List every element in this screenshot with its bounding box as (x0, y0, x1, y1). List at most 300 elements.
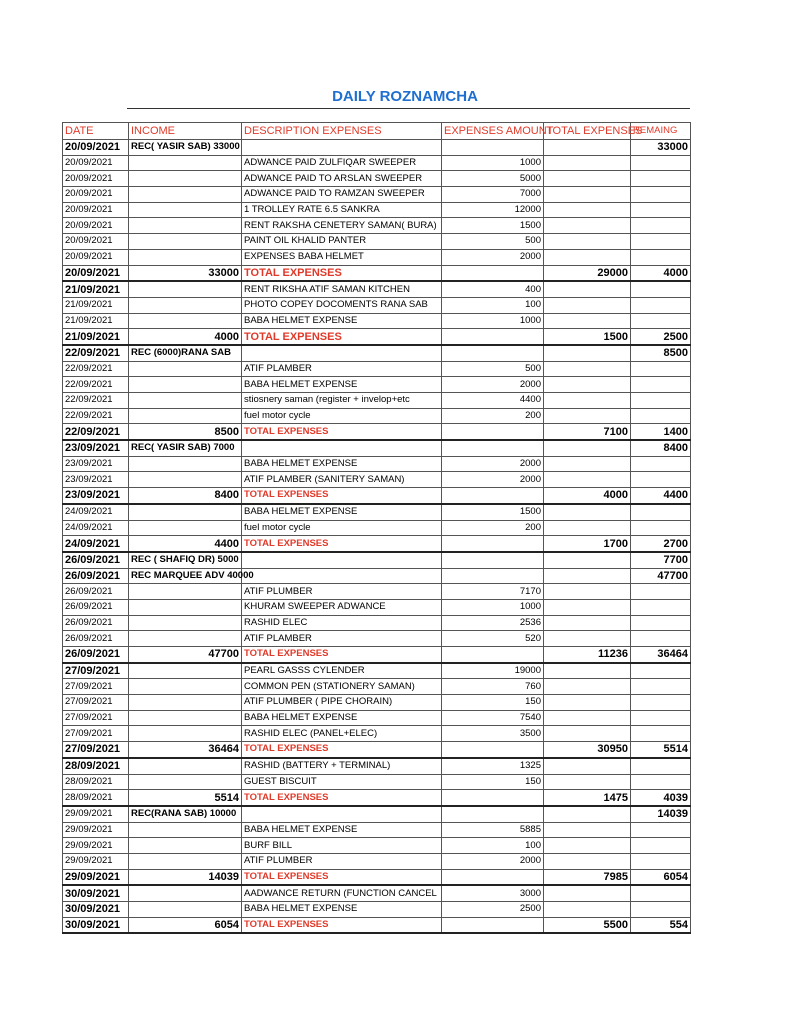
table-row (63, 902, 691, 918)
date-cell: 20/09/2021 (63, 187, 129, 203)
column-header-total-expenses: TOTAL EXPENSES (544, 123, 631, 140)
income-cell: 47700 (129, 647, 242, 663)
total-expenses-cell (544, 885, 631, 901)
remaining-cell (631, 281, 691, 297)
date-cell: 20/09/2021 (63, 202, 129, 218)
date-cell: 22/09/2021 (63, 408, 129, 424)
table-row (63, 774, 691, 790)
description-cell: ADWANCE PAID TO ARSLAN SWEEPER (242, 171, 442, 187)
income-cell (129, 393, 242, 409)
description-cell: ADWANCE PAID ZULFIQAR SWEEPER (242, 155, 442, 171)
date-cell: 27/09/2021 (63, 710, 129, 726)
table-row (63, 615, 691, 631)
table-row (63, 552, 691, 568)
column-header-income: INCOME (129, 123, 242, 140)
income-cell (129, 631, 242, 647)
remaining-cell (631, 726, 691, 742)
table-row (63, 377, 691, 393)
description-cell: BABA HELMET EXPENSE (242, 504, 442, 520)
description-cell: ATIF PLAMBER (SANITERY SAMAN) (242, 472, 442, 488)
income-cell (129, 663, 242, 679)
expense-amount-cell: 7170 (442, 584, 544, 600)
income-cell (129, 155, 242, 171)
income-cell: 6054 (129, 917, 242, 933)
table-row (63, 917, 691, 933)
table-row (63, 568, 691, 584)
total-expenses-cell (544, 249, 631, 265)
description-cell: BABA HELMET EXPENSE (242, 822, 442, 838)
expense-amount-cell: 400 (442, 281, 544, 297)
total-expenses-cell (544, 663, 631, 679)
column-header-date: DATE (63, 123, 129, 140)
description-cell: TOTAL EXPENSES (242, 488, 442, 504)
column-header-description: DESCRIPTION EXPENSES (242, 123, 442, 140)
table-row (63, 329, 691, 345)
date-cell: 20/09/2021 (63, 155, 129, 171)
expense-amount-cell: 2000 (442, 472, 544, 488)
table-row (63, 710, 691, 726)
remaining-cell: 4039 (631, 790, 691, 806)
table-row (63, 822, 691, 838)
table-row (63, 140, 691, 156)
income-cell (129, 885, 242, 901)
date-cell: 30/09/2021 (63, 885, 129, 901)
income-cell: REC( YASIR SAB) 33000 (129, 140, 242, 156)
date-cell: 22/09/2021 (63, 377, 129, 393)
income-cell (129, 361, 242, 377)
total-expenses-cell (544, 774, 631, 790)
table-row (63, 726, 691, 742)
income-cell (129, 234, 242, 250)
date-cell: 29/09/2021 (63, 838, 129, 854)
income-cell (129, 281, 242, 297)
expense-amount-cell: 500 (442, 361, 544, 377)
remaining-cell: 6054 (631, 869, 691, 885)
remaining-cell (631, 679, 691, 695)
remaining-cell (631, 774, 691, 790)
total-expenses-cell (544, 520, 631, 536)
remaining-cell: 2500 (631, 329, 691, 345)
description-cell: TOTAL EXPENSES (242, 790, 442, 806)
date-cell: 27/09/2021 (63, 726, 129, 742)
expense-amount-cell (442, 536, 544, 552)
total-expenses-cell (544, 393, 631, 409)
income-cell: 4400 (129, 536, 242, 552)
income-cell (129, 758, 242, 774)
remaining-cell (631, 710, 691, 726)
date-cell: 22/09/2021 (63, 424, 129, 440)
remaining-cell (631, 456, 691, 472)
total-expenses-cell (544, 504, 631, 520)
expense-amount-cell: 150 (442, 774, 544, 790)
income-cell (129, 171, 242, 187)
income-cell (129, 679, 242, 695)
total-expenses-cell (544, 838, 631, 854)
table-row (63, 838, 691, 854)
description-cell: TOTAL EXPENSES (242, 536, 442, 552)
remaining-cell: 7700 (631, 552, 691, 568)
remaining-cell: 8500 (631, 345, 691, 361)
expense-amount-cell (442, 790, 544, 806)
table-row (63, 155, 691, 171)
total-expenses-cell: 4000 (544, 488, 631, 504)
description-cell: RENT RAKSHA CENETERY SAMAN( BURA) (242, 218, 442, 234)
table-row (63, 408, 691, 424)
description-cell: AADWANCE RETURN (FUNCTION CANCEL (242, 885, 442, 901)
date-cell: 21/09/2021 (63, 281, 129, 297)
date-cell: 22/09/2021 (63, 345, 129, 361)
date-cell: 29/09/2021 (63, 822, 129, 838)
date-cell: 29/09/2021 (63, 806, 129, 822)
income-cell (129, 695, 242, 711)
income-cell: 14039 (129, 869, 242, 885)
description-cell: BABA HELMET EXPENSE (242, 710, 442, 726)
income-cell (129, 408, 242, 424)
expense-amount-cell (442, 742, 544, 758)
expense-amount-cell: 3500 (442, 726, 544, 742)
remaining-cell (631, 853, 691, 869)
total-expenses-cell (544, 140, 631, 156)
description-cell: PHOTO COPEY DOCOMENTS RANA SAB (242, 297, 442, 313)
income-cell (129, 726, 242, 742)
remaining-cell (631, 393, 691, 409)
table-row (63, 456, 691, 472)
remaining-cell (631, 584, 691, 600)
expense-amount-cell: 520 (442, 631, 544, 647)
date-cell: 22/09/2021 (63, 393, 129, 409)
expense-amount-cell: 150 (442, 695, 544, 711)
date-cell: 27/09/2021 (63, 663, 129, 679)
total-expenses-cell (544, 218, 631, 234)
remaining-cell (631, 663, 691, 679)
date-cell: 28/09/2021 (63, 790, 129, 806)
description-cell: GUEST BISCUIT (242, 774, 442, 790)
remaining-cell (631, 202, 691, 218)
expense-amount-cell (442, 488, 544, 504)
income-cell (129, 710, 242, 726)
income-cell: 36464 (129, 742, 242, 758)
total-expenses-cell (544, 297, 631, 313)
table-row (63, 853, 691, 869)
expense-amount-cell: 500 (442, 234, 544, 250)
income-cell (129, 599, 242, 615)
expense-amount-cell (442, 869, 544, 885)
table-row (63, 647, 691, 663)
description-cell: COMMON PEN (STATIONERY SAMAN) (242, 679, 442, 695)
date-cell: 23/09/2021 (63, 472, 129, 488)
description-cell: RASHID ELEC (242, 615, 442, 631)
description-cell: PEARL GASSS CYLENDER (242, 663, 442, 679)
table-row (63, 440, 691, 456)
expense-amount-cell: 12000 (442, 202, 544, 218)
date-cell: 24/09/2021 (63, 520, 129, 536)
table-row (63, 790, 691, 806)
description-cell: stiosnery saman (register + invelop+etc (242, 393, 442, 409)
total-expenses-cell (544, 679, 631, 695)
total-expenses-cell (544, 313, 631, 329)
date-cell: 30/09/2021 (63, 917, 129, 933)
table-row (63, 218, 691, 234)
remaining-cell (631, 377, 691, 393)
total-expenses-cell (544, 187, 631, 203)
description-cell: ATIF PLUMBER (242, 584, 442, 600)
expense-amount-cell (442, 140, 544, 156)
total-expenses-cell: 30950 (544, 742, 631, 758)
table-row (63, 265, 691, 281)
table-row (63, 424, 691, 440)
income-cell: REC ( SHAFIQ DR) 5000 (129, 552, 242, 568)
table-row (63, 234, 691, 250)
date-cell: 27/09/2021 (63, 695, 129, 711)
income-cell (129, 218, 242, 234)
expense-amount-cell (442, 345, 544, 361)
remaining-cell (631, 313, 691, 329)
total-expenses-cell (544, 377, 631, 393)
date-cell: 24/09/2021 (63, 536, 129, 552)
remaining-cell: 47700 (631, 568, 691, 584)
description-cell: TOTAL EXPENSES (242, 647, 442, 663)
total-expenses-cell (544, 806, 631, 822)
description-cell (242, 440, 442, 456)
date-cell: 20/09/2021 (63, 234, 129, 250)
date-cell: 29/09/2021 (63, 853, 129, 869)
description-cell: KHURAM SWEEPER ADWANCE (242, 599, 442, 615)
total-expenses-cell (544, 345, 631, 361)
total-expenses-cell (544, 202, 631, 218)
expense-amount-cell: 19000 (442, 663, 544, 679)
income-cell: 8400 (129, 488, 242, 504)
description-cell: ATIF PLAMBER (242, 631, 442, 647)
income-cell (129, 297, 242, 313)
expense-amount-cell: 1000 (442, 155, 544, 171)
income-cell (129, 187, 242, 203)
remaining-cell (631, 408, 691, 424)
description-cell: PAINT OIL KHALID PANTER (242, 234, 442, 250)
income-cell (129, 838, 242, 854)
income-cell (129, 472, 242, 488)
income-cell: 8500 (129, 424, 242, 440)
description-cell: 1 TROLLEY RATE 6.5 SANKRA (242, 202, 442, 218)
table-row (63, 584, 691, 600)
remaining-cell: 36464 (631, 647, 691, 663)
income-cell: REC (6000)RANA SAB (129, 345, 242, 361)
expense-amount-cell: 1500 (442, 218, 544, 234)
date-cell: 26/09/2021 (63, 568, 129, 584)
expense-amount-cell: 760 (442, 679, 544, 695)
remaining-cell (631, 902, 691, 918)
table-row (63, 885, 691, 901)
date-cell: 20/09/2021 (63, 140, 129, 156)
expense-amount-cell: 2000 (442, 456, 544, 472)
expense-amount-cell (442, 552, 544, 568)
total-expenses-cell: 7985 (544, 869, 631, 885)
remaining-cell (631, 155, 691, 171)
date-cell: 23/09/2021 (63, 440, 129, 456)
description-cell: ATIF PLUMBER (242, 853, 442, 869)
expense-amount-cell: 2000 (442, 377, 544, 393)
table-body (63, 123, 691, 934)
table-row (63, 599, 691, 615)
date-cell: 26/09/2021 (63, 552, 129, 568)
description-cell: RASHID ELEC (PANEL+ELEC) (242, 726, 442, 742)
remaining-cell: 4000 (631, 265, 691, 281)
expense-amount-cell (442, 806, 544, 822)
table-row (63, 472, 691, 488)
expense-amount-cell: 7540 (442, 710, 544, 726)
income-cell (129, 584, 242, 600)
expense-amount-cell: 200 (442, 408, 544, 424)
table-row (63, 520, 691, 536)
total-expenses-cell (544, 726, 631, 742)
expense-amount-cell: 100 (442, 838, 544, 854)
expense-amount-cell: 1500 (442, 504, 544, 520)
table-header-row (63, 123, 691, 140)
remaining-cell (631, 838, 691, 854)
description-cell: RASHID (BATTERY + TERMINAL) (242, 758, 442, 774)
remaining-cell (631, 171, 691, 187)
total-expenses-cell (544, 552, 631, 568)
total-expenses-cell (544, 456, 631, 472)
table-row (63, 663, 691, 679)
total-expenses-cell (544, 281, 631, 297)
description-cell (242, 140, 442, 156)
remaining-cell (631, 822, 691, 838)
expense-amount-cell: 200 (442, 520, 544, 536)
remaining-cell: 8400 (631, 440, 691, 456)
table-row (63, 695, 691, 711)
table-row (63, 345, 691, 361)
total-expenses-cell (544, 408, 631, 424)
description-cell: RENT RIKSHA ATIF SAMAN KITCHEN (242, 281, 442, 297)
description-cell (242, 806, 442, 822)
income-cell: 33000 (129, 265, 242, 281)
remaining-cell (631, 218, 691, 234)
date-cell: 28/09/2021 (63, 774, 129, 790)
total-expenses-cell (544, 361, 631, 377)
date-cell: 22/09/2021 (63, 361, 129, 377)
date-cell: 26/09/2021 (63, 647, 129, 663)
remaining-cell (631, 249, 691, 265)
remaining-cell (631, 599, 691, 615)
income-cell (129, 615, 242, 631)
remaining-cell: 5514 (631, 742, 691, 758)
description-cell: TOTAL EXPENSES (242, 329, 442, 345)
remaining-cell (631, 520, 691, 536)
remaining-cell (631, 758, 691, 774)
date-cell: 23/09/2021 (63, 456, 129, 472)
total-expenses-cell (544, 853, 631, 869)
table-row (63, 679, 691, 695)
total-expenses-cell: 29000 (544, 265, 631, 281)
total-expenses-cell: 1475 (544, 790, 631, 806)
remaining-cell (631, 885, 691, 901)
expense-amount-cell (442, 568, 544, 584)
date-cell: 20/09/2021 (63, 265, 129, 281)
total-expenses-cell (544, 710, 631, 726)
description-cell: BURF BILL (242, 838, 442, 854)
remaining-cell: 4400 (631, 488, 691, 504)
income-cell: 5514 (129, 790, 242, 806)
description-cell: BABA HELMET EXPENSE (242, 456, 442, 472)
expense-amount-cell: 100 (442, 297, 544, 313)
total-expenses-cell (544, 472, 631, 488)
remaining-cell (631, 297, 691, 313)
date-cell: 23/09/2021 (63, 488, 129, 504)
total-expenses-cell (544, 822, 631, 838)
title-underline (127, 108, 690, 109)
description-cell: TOTAL EXPENSES (242, 742, 442, 758)
table-row (63, 187, 691, 203)
date-cell: 20/09/2021 (63, 218, 129, 234)
description-cell: TOTAL EXPENSES (242, 265, 442, 281)
remaining-cell (631, 361, 691, 377)
remaining-cell (631, 695, 691, 711)
income-cell (129, 249, 242, 265)
expense-amount-cell (442, 424, 544, 440)
date-cell: 26/09/2021 (63, 615, 129, 631)
description-cell: TOTAL EXPENSES (242, 424, 442, 440)
expense-amount-cell: 3000 (442, 885, 544, 901)
expense-amount-cell: 2500 (442, 902, 544, 918)
remaining-cell: 14039 (631, 806, 691, 822)
income-cell (129, 774, 242, 790)
table-row (63, 536, 691, 552)
table-row (63, 393, 691, 409)
total-expenses-cell (544, 631, 631, 647)
total-expenses-cell (544, 155, 631, 171)
date-cell: 21/09/2021 (63, 313, 129, 329)
expense-amount-cell: 1325 (442, 758, 544, 774)
date-cell: 30/09/2021 (63, 902, 129, 918)
total-expenses-cell: 5500 (544, 917, 631, 933)
table-row (63, 202, 691, 218)
table-row (63, 249, 691, 265)
remaining-cell: 554 (631, 917, 691, 933)
expense-amount-cell: 7000 (442, 187, 544, 203)
income-cell (129, 456, 242, 472)
description-cell (242, 552, 442, 568)
date-cell: 28/09/2021 (63, 758, 129, 774)
expense-amount-cell (442, 917, 544, 933)
date-cell: 21/09/2021 (63, 329, 129, 345)
expense-amount-cell (442, 265, 544, 281)
date-cell: 20/09/2021 (63, 171, 129, 187)
description-cell: BABA HELMET EXPENSE (242, 313, 442, 329)
remaining-cell (631, 187, 691, 203)
table-row (63, 297, 691, 313)
description-cell (242, 345, 442, 361)
expense-amount-cell: 5000 (442, 171, 544, 187)
income-cell: REC MARQUEE ADV 40000 (129, 568, 242, 584)
total-expenses-cell: 11236 (544, 647, 631, 663)
table-row (63, 631, 691, 647)
table-row (63, 171, 691, 187)
expense-amount-cell: 1000 (442, 313, 544, 329)
income-cell (129, 202, 242, 218)
remaining-cell (631, 472, 691, 488)
description-cell: TOTAL EXPENSES (242, 869, 442, 885)
description-cell: ATIF PLUMBER ( PIPE CHORAIN) (242, 695, 442, 711)
total-expenses-cell (544, 599, 631, 615)
description-cell: BABA HELMET EXPENSE (242, 902, 442, 918)
income-cell (129, 377, 242, 393)
description-cell: fuel motor cycle (242, 408, 442, 424)
remaining-cell: 1400 (631, 424, 691, 440)
income-cell: 4000 (129, 329, 242, 345)
expense-amount-cell: 1000 (442, 599, 544, 615)
date-cell: 26/09/2021 (63, 599, 129, 615)
expense-amount-cell: 5885 (442, 822, 544, 838)
